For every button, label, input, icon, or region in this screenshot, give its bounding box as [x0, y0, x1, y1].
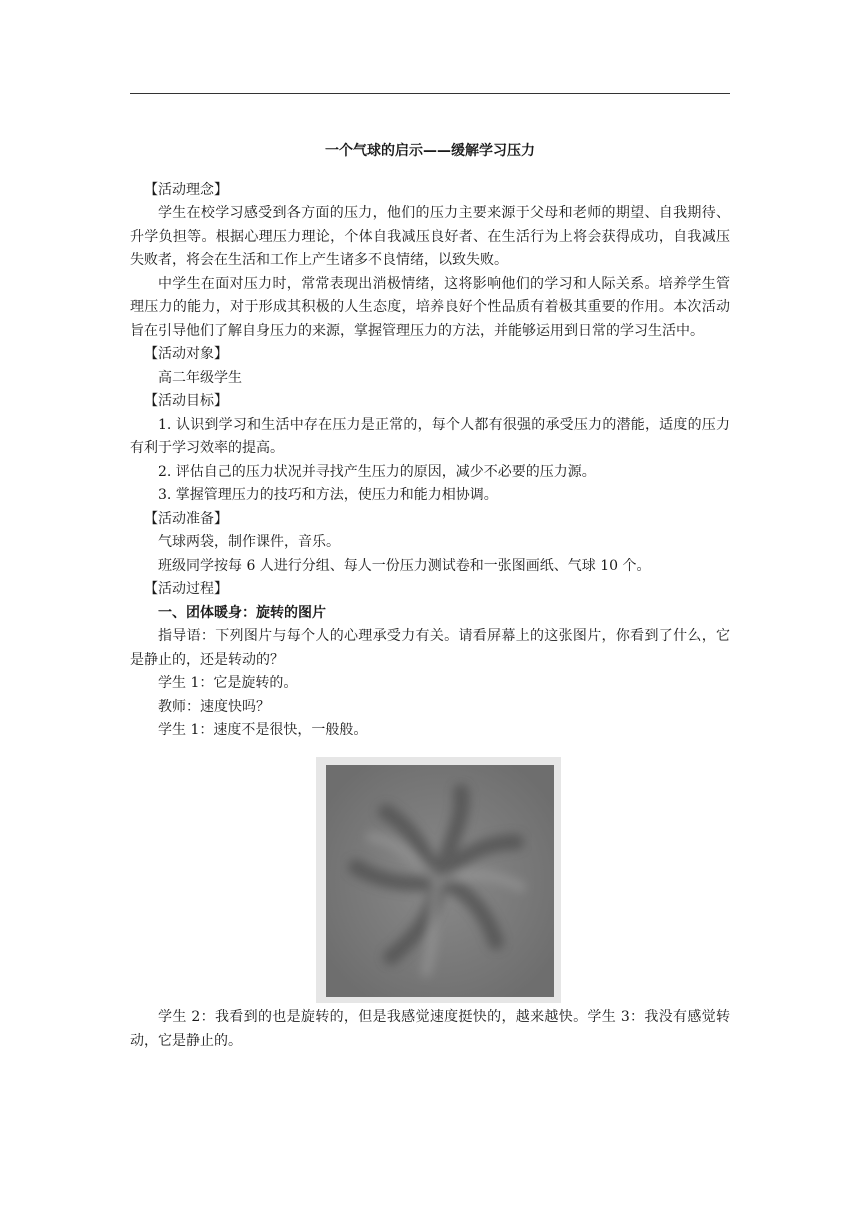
- concept-paragraph-2: 中学生在面对压力时，常常表现出消极情绪，这将影响他们的学习和人际关系。培养学生管理压力的能力，对于形成其积极的人生态度，培养良好个性品质有着极其重要的作用。本次活动旨在引导他们了解自身压力的来源，掌握管理压力的方法，并能够运用到日常的学习生活中。: [130, 275, 730, 339]
- goal-item: 3. 掌握管理压力的技巧和方法，使压力和能力相协调。: [158, 487, 498, 503]
- prep-heading: 【活动准备】: [144, 510, 228, 527]
- rotating-illusion-image: [316, 757, 561, 1003]
- document-body: [130, 140, 730, 743]
- goal-item: 1. 认识到学习和生活中存在压力是正常的，每个人都有很强的承受压力的潜能，适度的压力有利于学习效率的提高。: [130, 416, 730, 456]
- goals-heading: 【活动目标】: [144, 393, 228, 409]
- after-figure-text: [130, 1006, 730, 1053]
- dialogue-line: 学生 1：它是旋转的。: [158, 675, 298, 691]
- guide-text: 指导语：下列图片与每个人的心理承受力有关。请看屏幕上的这张图片，你看到了什么，它是静止的，还是转动的？: [130, 628, 730, 668]
- prep-item: 班级同学按每 6 人进行分组、每人一份压力测试卷和一张图画纸、气球 10 个。: [158, 557, 651, 574]
- concept-heading: 【活动理念】: [144, 181, 228, 198]
- dialogue-line: 教师：速度快吗？: [158, 698, 270, 715]
- dialogue-line: 学生 1：速度不是很快，一般般。: [158, 722, 368, 738]
- target-heading: 【活动对象】: [144, 346, 228, 362]
- concept-paragraph-1: 学生在校学习感受到各方面的压力，他们的压力主要来源于父母和老师的期望、自我期待、升学负担等。根据心理压力理论，个体自我减压良好者、在生活行为上将会获得成功，自我减压失败者，将会在生活和工作上产生诸多不良情绪，以致失败。: [130, 205, 730, 268]
- header-rule: [130, 93, 730, 94]
- step1-heading: 一、团体暖身：旋转的图片: [158, 604, 326, 621]
- process-heading: 【活动过程】: [144, 581, 228, 597]
- prep-item: 气球两袋，制作课件，音乐。: [158, 534, 340, 550]
- dialogue-line: 学生 2：我看到的也是旋转的，但是我感觉速度挺快的，越来越快。学生 3：我没有感觉转动，它是静止的。: [130, 1009, 730, 1049]
- swirl-illusion-graphic: [316, 757, 561, 1003]
- document-title: 一个气球的启示——缓解学习压力: [325, 143, 535, 159]
- target-text: 高二年级学生: [158, 369, 242, 386]
- goal-item: 2. 评估自己的压力状况并寻找产生压力的原因，减少不必要的压力源。: [158, 463, 596, 480]
